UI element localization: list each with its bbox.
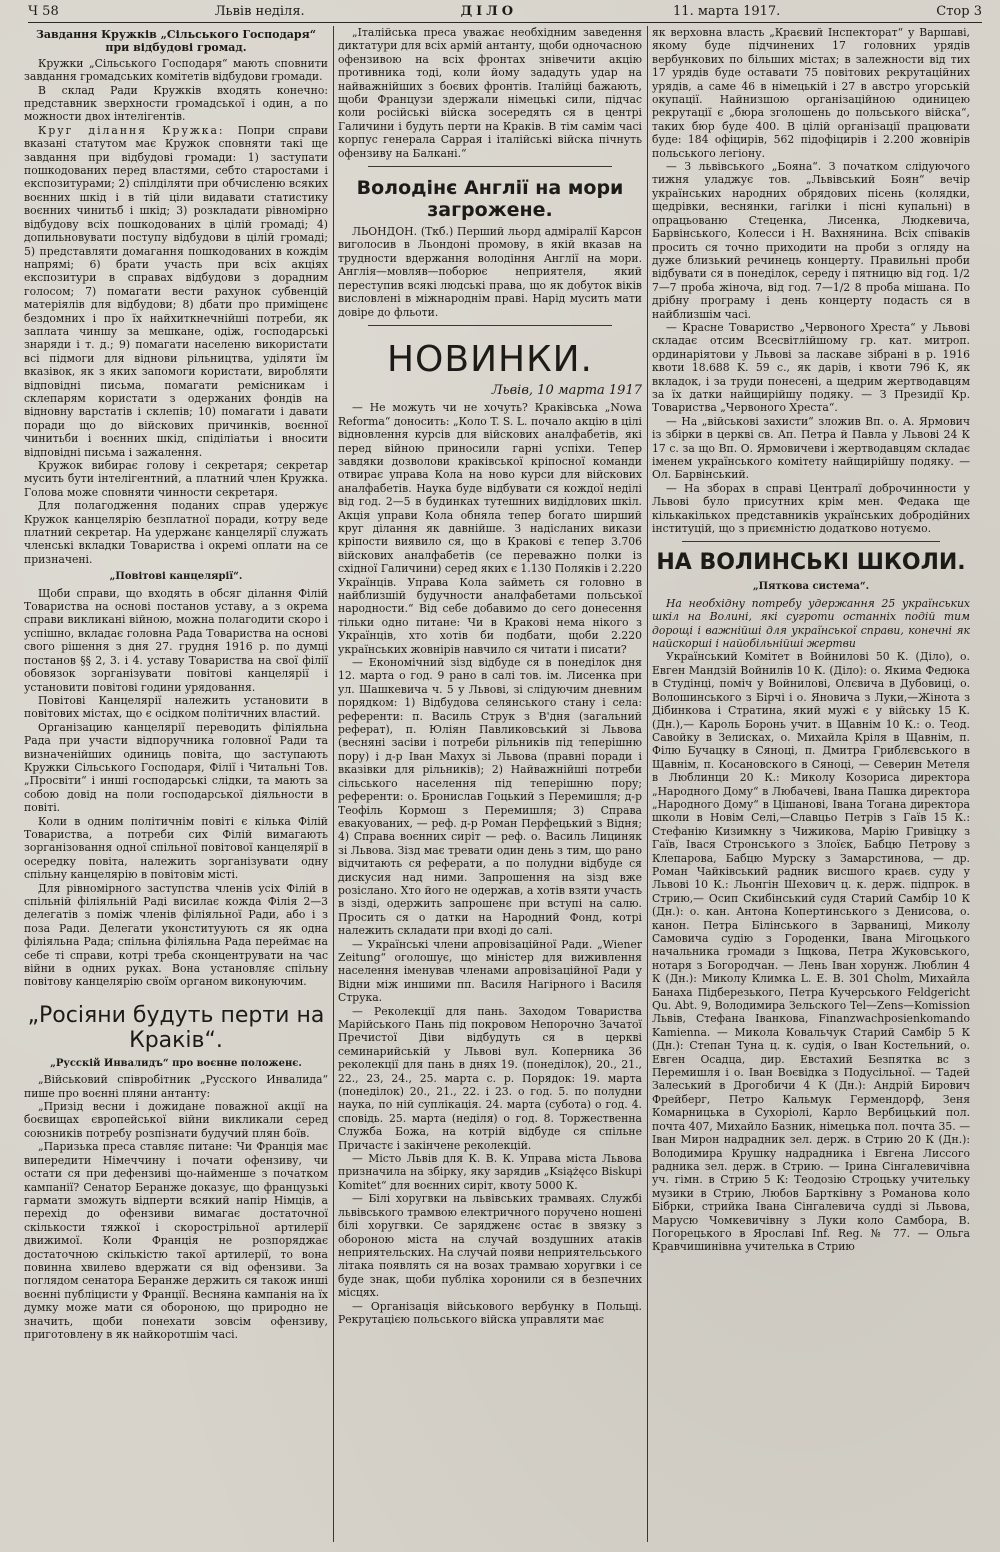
paragraph: Коли в одним політичнім повіті є кілька Філій Товариства, а потреби сих Філій вимагають зорганізовання одної спільної повітової канцелярії в осередку повіта, належить зорганізувати одну спільну канцелярію в повітовім місті.	[24, 814, 328, 882]
place-day: Львів неділя.	[214, 3, 305, 19]
paragraph: як верховна власть „Краєвий Інспекторат“ у Варшаві, якому буде підчинених 17 головних урядів вербункових по більших містах; в залежности від тих 17 урядів буде оставати 75 повітових рекрутаційних урядів, а саме 46 в німецькій і 27 в австро угорській окупації. Найнизшою організаційною одиницею рекрутації є „бюра зголошень до польського війска“, таких бюр буде 400. В цілій організації працювати буде: 184 офіцирів, 562 підофіцирів і 2.200 жовнірів польського легіону.	[652, 26, 970, 160]
emphasis: Круг ділання Кружка:	[38, 123, 225, 137]
news-item: — Економічний зізд відбуде ся в понеділок дня 12. марта о год. 9 рано в салі тов. ім. Лисенка при ул. Шашкевича ч. 5 у Львові, зі слідуючим дневним порядком: 1) Відбудова селянського стану і села: референти: п. Василь Струк з В'дня (загальний реферат), п. Юліян Павликовський зі Львова (весняні засіви і потреби рільників під теперішню пору) і д-р Іван Махух зі Львова (правні поради і вказівки для рільників); 2) Найважнійші потреби сільського населення під теперішню пору; референти: о. Бронислав Гоцький з Перемишля; д-р Теофіль Кормош з Перемишля; 3) Справа евакуованих, — реф. д-р Роман Перфецький з Відня; 4) Справа воєнних сиріт — реф. о. Василь Лициняк зі Львова. Зізд має тревати один день з тим, що рано відчитають ся реферати, а по полудни відбуде ся дискусия над ними. Запрошення на зізд вже розіслано. Хто його не одержав, а хотів взяти участь в зізді, одержить запрошенє при вступі на салю. Просить ся о датки на Народний Фонд, котрі належить складати при вході до салі.	[338, 656, 642, 938]
donor-list: Український Комітет в Войнилові 50 К. (Діло), о. Евген Мандзій Войнилів 10 К. (Діло): о. Якима Федюка в Студінці, поміч у Войнилові, Олєвича в Дубовиці, о. Волошинського з Бірчі і о. Яновича з Луки,—Жінота з Дібинкова і Стратина, який мужі є у війську 15 К. (Дн.),— Кароль Боронь учит. в Щавнім 10 К.: о. Теод. Савойку в Зелисках, о. Михайла Кріля в Щавнім, п. Філю Бучацку в Сяноці, п. Дмитра Гриблєвського в Щавнім, п. Косановского в Сяноці, — Северин Метеля в Люблинци 20 К.: Миколу Козориса директора „Народного Дому“ в Любачеві, Івана Пашка директора „Народного Дому“ в Цішанові, Івана Тогана директора школи в Новім Селі,—Славцьо Петрів з Гаїв 15 К.: Стефанію Кизимкну з Чижикова, Марію Гривіцку з Гаїв, Івася Стронського з Злоїєк, Бабцю Петрову з Клепарова, Бабцю Мурску з Замарстинова, — др. Роман Чайківський радник висшого краєв. суду у Львові 10 К.: Льонгін Шехович ц. к. держ. підпрок. в Стрию,— Осип Скибінський судя Старий Самбір 10 К (Дн.): о. кан. Антона Копертинського з Денисова, о. канон. Петра Білінського в Зарваниці, Миколу Самовича судію з Городенки, Івана Мігоцького начальника громади з Іщкова, Петра Жуковського, нотаря з Богородчан. — Лень Іван хорунж. Люблин 4 К (Дн.): Миколу Климкa L. E. B. 301 Cholm, Михайла Банаха Підберезького, Петра Кучерського Feldgericht Qu. Abt. 9, Володимира Зельского Tel—Zens—Komission Львів, Стефана Іванкова, Finanzwachposienkomando Kamienna. — Микола Ковальчук Старий Самбір 5 К (Дн.): Степан Туна ц. к. судія, о Іван Костельний, о. Евген Осадца, дир. Евстахий Безпятка вс з Перемишля і о. Іван Воєвідка з Подусільної. — Тадей Залеський в Дрогобичи 4 К (Дн.): Андрій Бирович Фрейберг, Петро Кальмук Гермендорф, Зеня Комарницька в Сухоріолі, Карло Вербицький пол. почта 407, Михайло Базник, німецька пол. почта 35. — Іван Мирон надрадник зел. держ. в Стрию 20 К (Дн.): Володимира Крушку надрадника і Евгена Лиссого радника зел. держ. в Стрию. — Ірина Сінгалевичівна уч. гімн. в Стрию 5 К: Теодозію Строцьку учительку музики в Стрию, Любов Бартківну з Романова коло Бібрки, стрийка Івана Сінгалевича судді зі Львова, Марусю Чомкевичівну з Луки коло Самбора, В. Погорецького в Ярославі Inf. Reg. № 77. — Ольга Кравчишинівна учителька в Стрию	[652, 650, 970, 1254]
article-heading: Завдання Кружків „Сільського Господаря“ при відбудові громад.	[35, 28, 317, 55]
news-item: — Українські члени апровізаційної Ради. „Wiener Zeitung“ оголошує, що міністер для виживлення населення іменував членами апровізаційної Ради у Відни між иншими пп. Василя Нагірного і Василя Струка.	[338, 937, 642, 1005]
dateline: Львів, 10 марта 1917	[491, 382, 642, 398]
article-heading: НА ВОЛИНСЬКІ ШКОЛИ.	[656, 550, 966, 576]
article-heading: „Росіяни будуть перти на Краків“.	[27, 1002, 325, 1053]
news-item: — Красне Товариство „Червоного Хреста“ у Львові складає отсим Всесвітлійшому гр. кат. митроп. ординаріятови у Львові за ласкаве зібрані в р. 1916 квоти 18.688 K. 59 с., як дарів, і квоти 796 К, як вкладок, і за труди понесені, а щедрим жертводавцям за їх датки найщирійшу подяку. — З Президії Кр. Товариства „Червоного Хреста“.	[652, 320, 970, 415]
paragraph: „Військовий співробітник „Русского Инвалида“ пише про воєнні пляни антанту:	[24, 1073, 328, 1100]
section-heading: „Повітові канцелярії“.	[109, 571, 243, 583]
paragraph: Для рівномірного заступства членів усіх Філій в спільній філіяльній Раді висилає кожда Філія 2—3 делегатів з поміж членів філіяльної Ради, або і з поза Ради. Делегати уконституують ся як одна філіяльна Рада; спільна філіяльна Рада переймає на себе ті справи, котрі треба сконцентрувати на час війни в одних руках. Вона установляє спільну повітову канцелярію своїм органом виконуючим.	[24, 881, 328, 989]
paragraph: Організацию канцелярії переводить філіяльна Рада при участи відпоручника головної Ради та визначенійших одиниць повіта, що заступають Кружки Сільського Господаря, Філії і Читальні Тов. „Просвіти“ і инші господарські слідки, та мають за собою довід на поли господарської діяльности в повіті.	[24, 720, 328, 815]
news-item: — З львівського „Бояна“. З початком слідуючого тижня уладжує тов. „Львівський Боян“ вечір українських народних обрядових пісень (колядки, щедрівки, веснянки, гагілки і пісні купальні) в опрацьованю Стеценка, Лисенка, Людкевича, Барвінського, Колесси і Н. Вахнянина. Всіх співаків просить ся точно приходити на проби з огляду на дуже близький речинець концерту. Правильні проби відбувати ся в понеділок, середу і пятницю від год. 1/2 7—7 проба жіноча, від год. 7—1/2 8 проба мішана. По дрібну програму і день концерту подасть ся в найблизшім часі.	[652, 160, 970, 321]
issue-date: 11. марта 1917.	[673, 3, 781, 19]
paragraph: В склад Ради Кружків входять конечно: представник зверхности громадської і один, а по можности двох інтелігентів.	[24, 83, 328, 124]
paragraph: ЛЬОНДОН. (Ткб.) Перший льорд адміралії Карсон виголосив в Льондоні промову, в якій вказав на трудности вдержання володіння Англії на мори. Англія—мовляв—поборює неприятеля, який переступив всякі людські права, що як добуток віків висловлені в міжнароднім праві. Нарід мусить мати довіре до фльоти.	[338, 225, 642, 319]
paragraph: На необхідну потребу удержання 25 українських шкіл на Волині, які сугроти останніх подій тим дорощі і важнійші для української справи, конечні як найскорші і найобільнійші жертви	[652, 596, 970, 651]
paragraph: „Паризька преса ставляє питане: Чи Франція має випередити Німеччину і почати офензиву, чи остати ся при дефензиві що-найменше з початком кампанії? Сенатор Беранже доказує, що французькі гармати зможуть відперти всякий напір Німців, а перехід до офензиви вимагає достаточної скількости тяжкої і скорострільної артилерії движимої. Коли Франція не розпоряджає достаточною скількістю такої артилерії, то вона повинна хвилево вдержати ся від офензиви. За поглядом сенатора Беранже держить ся також инші воєнні публіцисти у Франції. Весняна кампанія на їх думку може мати ся обороною, що природно не значить, щоби понехати зовсім офензиву, приготовлену в як найкоротшім часі.	[24, 1140, 328, 1341]
column-rule	[333, 26, 334, 1542]
article-subheading: „Пяткова система“.	[752, 581, 870, 593]
paragraph: Для полагодження поданих справ удержує Кружок канцелярію безплатної поради, котру веде платний секретар. На удержанє канцелярії служать членські вкладки Товариства і окремі оплати на се призначені.	[24, 499, 328, 566]
divider	[368, 166, 612, 167]
issue-number: Ч 58	[28, 3, 59, 19]
news-item: — Реколекції для пань. Заходом Товариства Марійського Пань під покровом Непорочно Зачатої Пречистої Діви відбудуть ся в церкві семинарийській у Львові вул. Коперника 36 реколекції для пань в днях 19. (понеділок), 20., 21., 22., 23, 24., 25. марта с. р. Порядок: 19. марта (понеділок) 20., 21., 22. і 23. о год. 5. по полудни наука, по ній суплікація. 24. марта (субота) о год. 4. сповідь. 25. марта (неділя) о год. 8. Торжественна Служба Божа, на котрій відбуде ся спільне Причастє і закінчене реколекцій.	[338, 1004, 642, 1152]
news-item: — Організація військового вербунку в Польщі. Рекрутацією польського війска управляти має	[338, 1299, 642, 1326]
news-item: — Не можуть чи не хочуть? Краківська „Nowa Reforma“ доносить: „Коло T. S. L. почало акцію в цілі відновлення курсів для війскових аналфабетів, які перед війною приносили гарні успіхи. Тепер завдяки дозволови краківської кріпосної команди отвирає управа Кола на ново курси для війскових аналфабетів. Наука буде відбувати ся кождої неділі від год. 2—5 в будинках тутешних видідлових шкіл. Акція управи Кола обняла тепер богато ширший круг ділання як давнійше. З надісланих викази кріпости виявило ся, що в Кракові є тепер 3.706 війскових аналфабетів (се переважно полки із східної Галичини) серед яких є 1.130 Поляків і 2.220 Українців. Управа Кола займеть ся головно в найблизшій будучности аналфабетами польської народности.“ Від себе добавимо до сего донесення тільки одно питане: Чи в Кракові нема нікого з Українців, хто хотів би подбати, щоби 2.220 українських жовнірів навчило ся читати і писати?	[338, 401, 642, 656]
column-3	[652, 26, 970, 1546]
news-item: — На „військові захисти“ зложив Вп. о. А. Ярмович із збірки в церкві св. Ап. Петра й Павла у Львові 24 К 17 с. за що Вп. О. Ярмовичеви і жертводавцям складає іменем українського комітету найщирійшу подяку. — Ол. Барвінський.	[652, 414, 970, 482]
news-item: — Білі хоругвки на львівських трамваях. Службі львівського трамвою електричного поручено ношені білі хоругвки. Се зарядженє остає в звязку з обороною міста на случай воздушних атаків неприятельских. На случай появи неприятельського літака появлять ся на возах трамваю хоругвки і се буде знак, щоби публіка хоронили ся в безпечних місцях.	[338, 1192, 642, 1300]
column-rule	[647, 26, 648, 1542]
paragraph: Кружки „Сільського Господаря“ мають сповнити завдання громадських комітетів відбудови громади.	[24, 56, 328, 84]
divider	[682, 541, 940, 542]
paragraph: Повітові Канцелярії належить установити в повітових містах, що є осідком політичних властий.	[24, 693, 328, 721]
newspaper-title: ДІЛО	[460, 3, 518, 19]
article-heading: Володінє Англії на мори загрожене.	[356, 177, 624, 222]
paragraph: Кружок вибирає голову і секретаря; секретар мусить бути інтелігентний, а платний член Кружка. Голова може сповняти чинности секретаря.	[24, 459, 328, 499]
column-1	[24, 26, 328, 1546]
paragraph	[24, 124, 328, 459]
column-2	[338, 26, 642, 1546]
paragraph: Щоби справи, що входять в обсяг ділання Філій Товариства на основі постанов уставу, а з окрема справи викликані війною, можна полагодити скоро і успішно, вкладає головна Рада Товариства на основі свого рішення з дня 27. грудня 1916 р. по думці постанов §§ 2, 3. і 4. уставу Товариства на свої філії обовязок зорганізувати повітові канцелярії і установити повітові години урядовання.	[24, 586, 328, 694]
page-number: Стор 3	[936, 3, 982, 19]
article-subheading: „Русскій Инвалидъ“ про воєнне положенє.	[50, 1057, 302, 1069]
section-heading: НОВИНКИ.	[386, 338, 594, 380]
paragraph: „Італійська преса уважає необхідним заведення диктатури для всіх армій антанту, щоби одночасною офензивою на всіх фронтах знівечити акцію противника тоді, коли йому зададуть удар на найважнійших з боєвих фронтів. Італійці бажають, щоби Французи здержали німецькі сили, підчас коли російські війска зосередять ся в центрі Галичини і будуть перти на Краків. В тім самім часі корпус генерала Саррая і італійські війска пічнуть офензиву на Балкані.“	[338, 26, 642, 160]
divider	[368, 325, 612, 326]
text: Попри справи вказані статутом має Кружок сповняти такі ще завдання при відбудові громади: 1) заступати пошкодованих перед властями, себто старостами і експозитурами; 2) спілділяти при обчисленю всяких воєнних шкід і в тій ціли видавати статистику воєнних чинитьб і шкід; 3) розкладати рівномірно відбудову всіх пошкодованих в цілій громаді; 4) допильновувати поступу відбудови в цілій громаді; 5) представляти домагання пошкодованих в кождім напрямі; 6) брати участь при всіх акціях експозитури в справах відбудови з дорадним голосом; 7) помагати вести рахунок субвенцій матеріялів для відбудови; 8) дбати про приміщенє бездомних і про їх найхиткнечнійші потреби, як заплата чиншу за мешкане, одіж, господарські знаряди і т. д.; 9) помагати населеню використати всі підмоги для віднови рільництва, уділяти їм вказівок, як з яких запомоги користати, виробляти відповідні письма, помагати ремісникам і склепарям користати з одержаних фондів на відновну варстатів і склепів; 10) помагати і давати поради що до війскових причинків, воєнної чинитьби і воєнних шкід, спіділіатьи і вносити відповідні письма і зажалення.	[24, 123, 328, 459]
paragraph: „Призід весни і дожидане поважної акції на боєвищах європейської війни викликали серед союзників потребу розпізнати будучий плян боїв.	[24, 1100, 328, 1140]
news-item: — На зборах в справі Централї доброчинности у Львові було присутних крім мен. Федака ще кількакількох представників українських добродійних інституцій, що з приємністю додатково нотуємо.	[652, 481, 970, 536]
news-item: — Місто Львів для К. В. К. Управа міста Львова призначила на збірку, яку зарядив „Książęco Biskupi Komitet“ для воєнних сиріт, квоту 5000 К.	[338, 1152, 642, 1192]
page-header	[28, 0, 982, 23]
